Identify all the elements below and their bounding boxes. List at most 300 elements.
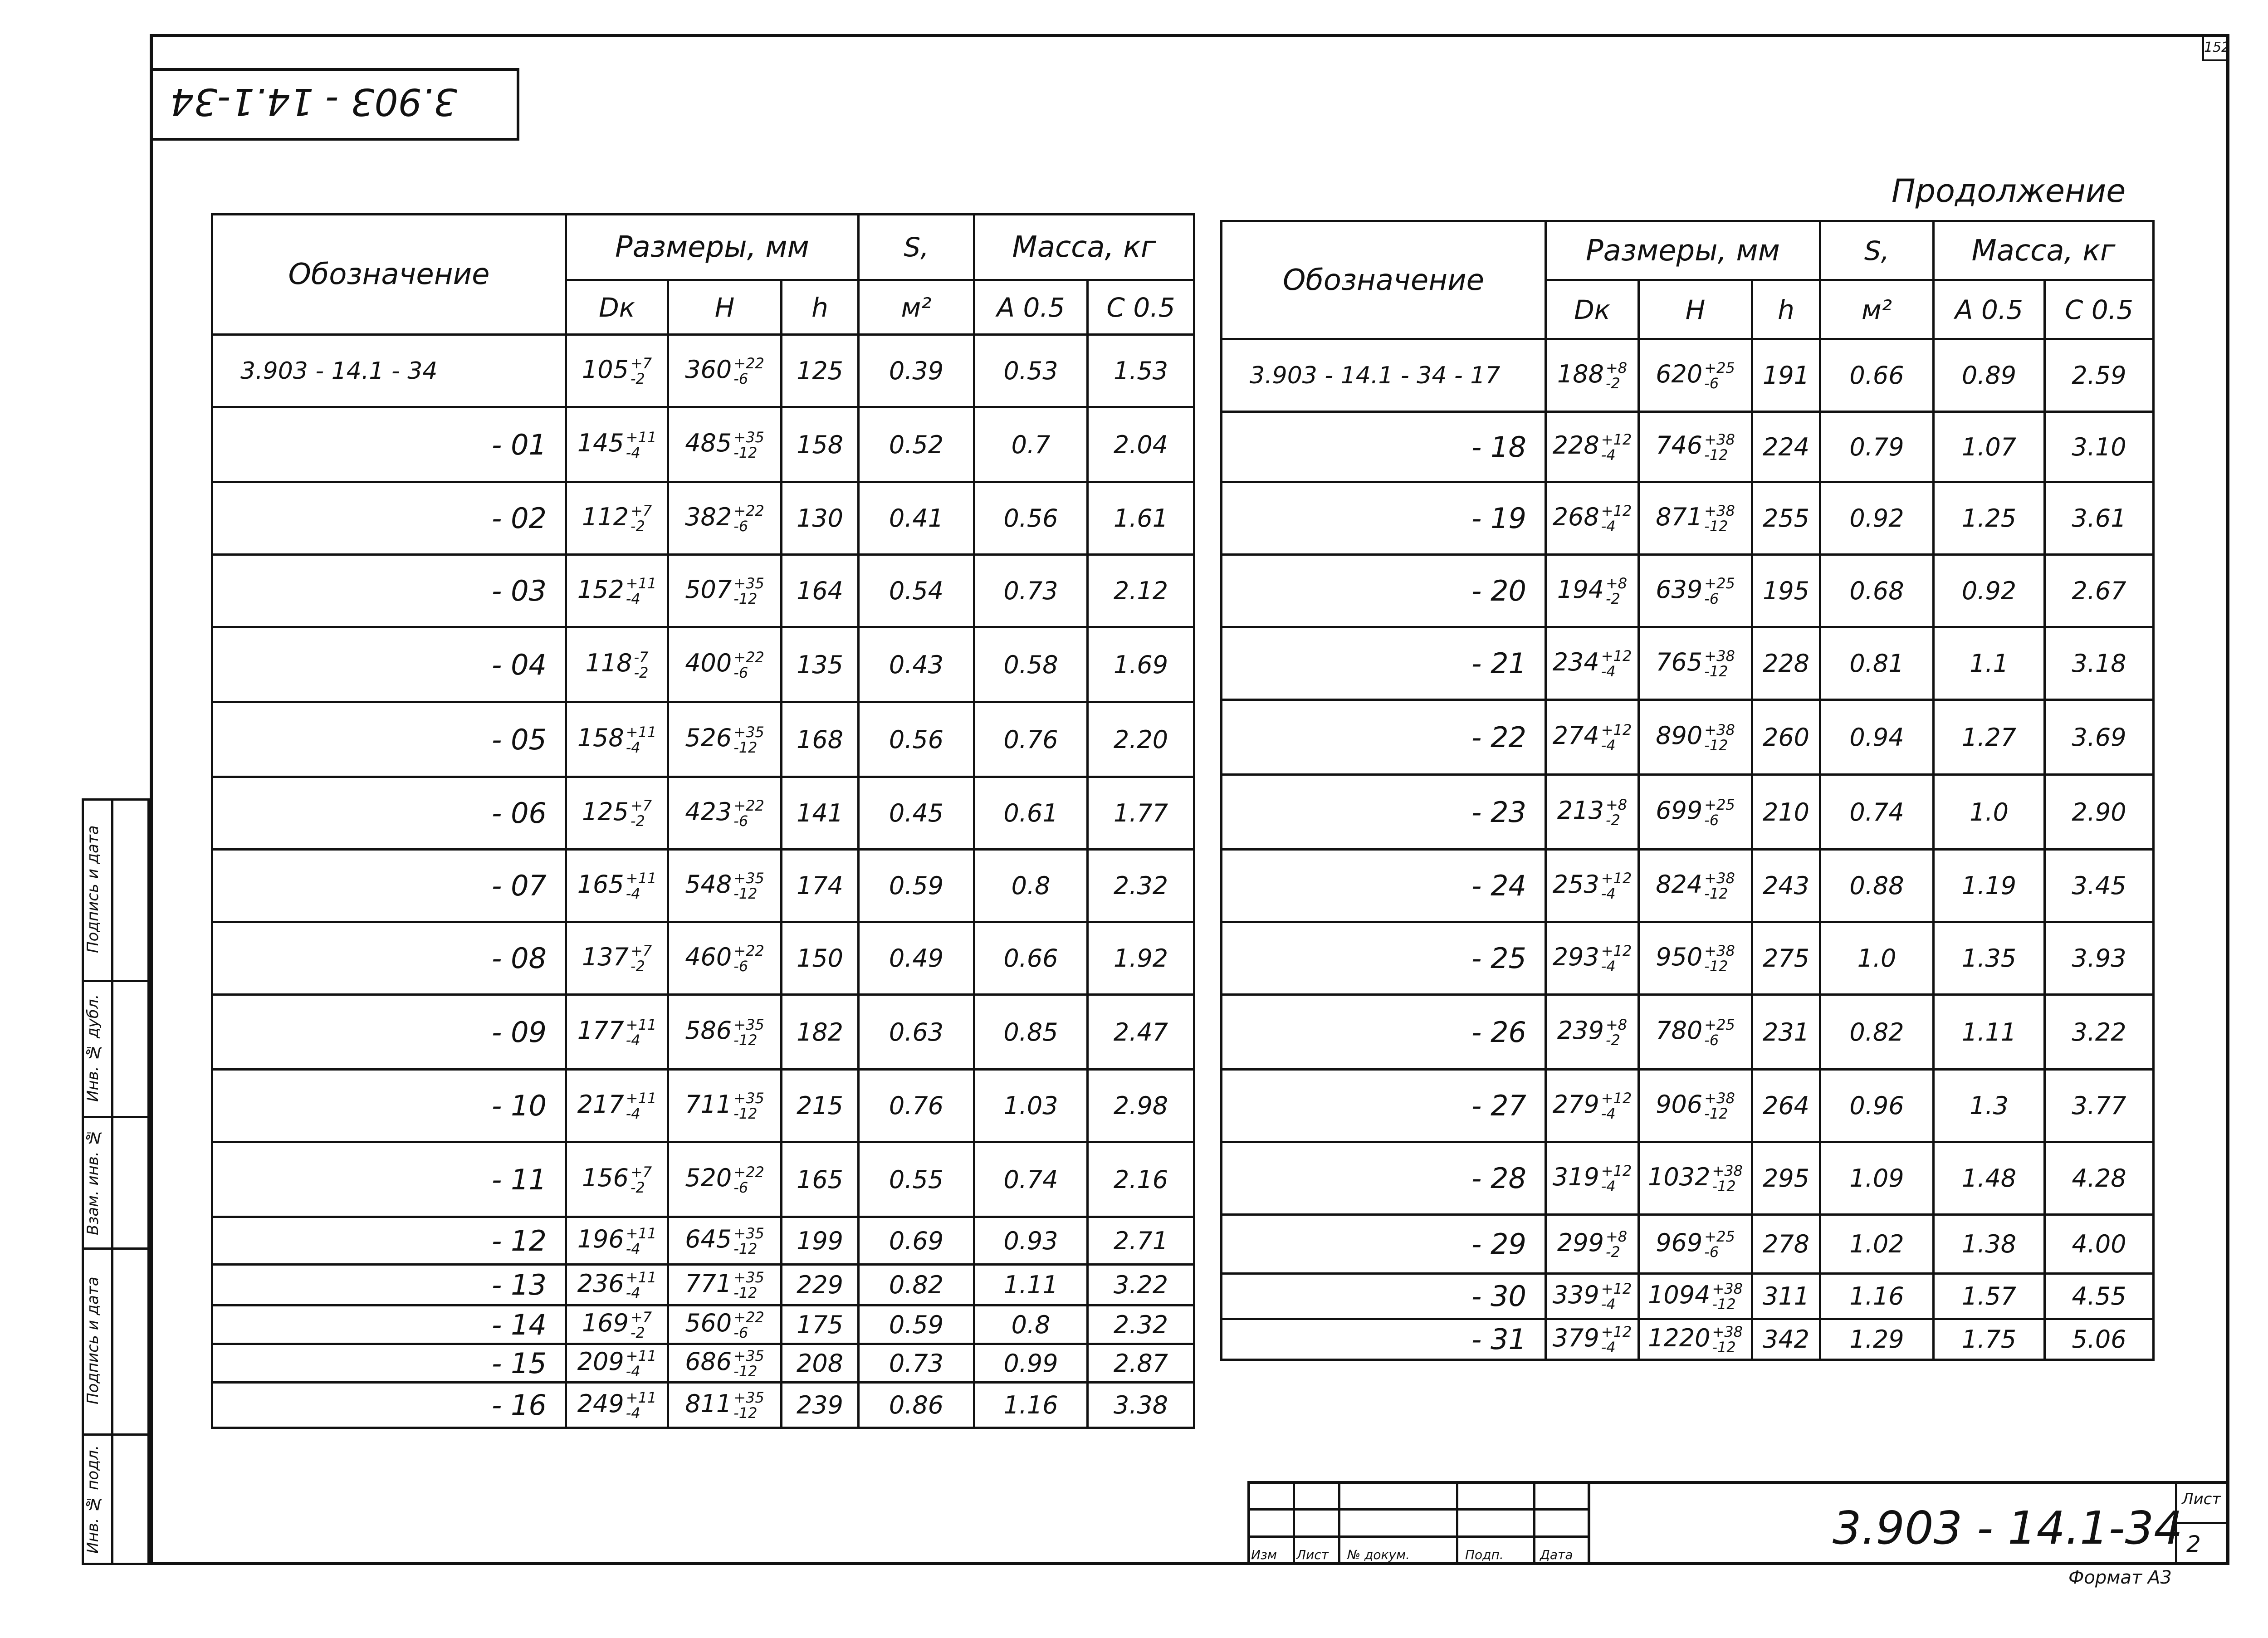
tolerance-lower: -12	[733, 1362, 758, 1380]
tolerance-upper: +35	[733, 1269, 764, 1286]
tolerance	[634, 650, 649, 680]
height-value: 507	[685, 575, 732, 604]
mass-a05-cell: 0.74	[974, 1142, 1088, 1217]
dk-cell	[1546, 1142, 1639, 1215]
header-a05: А 0.5	[974, 280, 1088, 335]
dk-value: 118	[585, 649, 632, 678]
tolerance	[1601, 1163, 1632, 1194]
tolerance-lower: -4	[626, 1031, 640, 1049]
tolerance-upper: +7	[630, 355, 652, 372]
mass-c05-cell: 2.90	[2045, 775, 2154, 850]
header-a05: А 0.5	[1934, 280, 2045, 339]
mass-a05-cell: 0.66	[974, 922, 1088, 995]
tolerance	[733, 870, 764, 901]
designation-cell: - 20	[1222, 555, 1546, 627]
small-h-cell: 164	[782, 555, 859, 627]
tolerance	[626, 1017, 657, 1048]
area-cell: 1.0	[1820, 922, 1934, 995]
dk-value: 217	[577, 1090, 624, 1119]
small-h-cell: 168	[782, 702, 859, 777]
mass-a05-cell: 0.8	[974, 1306, 1088, 1344]
stamp-sheet-value: 2	[2186, 1531, 2201, 1557]
dk-cell	[1546, 1070, 1639, 1142]
tolerance-upper: +11	[626, 1347, 657, 1364]
tolerance	[733, 430, 764, 460]
tolerance	[1601, 648, 1632, 679]
small-h-cell: 255	[1752, 482, 1820, 555]
dk-cell	[566, 922, 668, 995]
tolerance-lower: -12	[733, 1284, 758, 1302]
tolerance-lower: -2	[1605, 590, 1620, 608]
tolerance-upper: +35	[733, 575, 764, 592]
height-cell	[1639, 1142, 1752, 1215]
area-cell: 0.74	[1820, 775, 1934, 850]
dk-cell	[566, 555, 668, 627]
table-row	[1222, 1070, 2154, 1142]
tolerance-upper: +25	[1704, 1016, 1735, 1033]
tolerance-lower: -4	[626, 1284, 640, 1302]
tolerance-upper: +11	[626, 428, 657, 446]
tolerance	[631, 943, 652, 974]
stamp-label-date: Дата	[1540, 1547, 1573, 1562]
designation-cell: - 14	[212, 1306, 566, 1344]
small-h-cell: 342	[1752, 1319, 1820, 1360]
table-row	[212, 850, 1194, 922]
tolerance-upper: +38	[1704, 1090, 1735, 1107]
area-cell: 0.56	[859, 702, 974, 777]
tolerance-upper: +8	[1605, 359, 1628, 377]
tolerance-upper: +11	[626, 1016, 657, 1033]
table-row	[212, 1344, 1194, 1383]
dk-cell	[1546, 339, 1639, 412]
height-cell	[1639, 555, 1752, 627]
mass-c05-cell: 2.32	[1088, 1306, 1194, 1344]
dk-cell	[1546, 995, 1639, 1070]
tolerance	[1601, 1324, 1632, 1355]
table-row	[212, 777, 1194, 850]
dk-value: 105	[582, 355, 629, 384]
dk-cell	[566, 1217, 668, 1265]
height-cell	[1639, 339, 1752, 412]
mass-a05-cell: 1.38	[1934, 1215, 2045, 1274]
table-row	[212, 1142, 1194, 1217]
tolerance-upper: +35	[733, 723, 764, 741]
dk-value: 156	[582, 1164, 629, 1193]
designation-cell: - 08	[212, 922, 566, 995]
mass-a05-cell: 0.7	[974, 407, 1088, 482]
designation-cell: - 16	[212, 1383, 566, 1428]
tolerance	[1606, 1229, 1627, 1260]
designation-cell: - 24	[1222, 850, 1546, 922]
height-cell	[1639, 1215, 1752, 1274]
designation-cell: - 30	[1222, 1274, 1546, 1319]
mass-c05-cell: 5.06	[2045, 1319, 2154, 1360]
mass-c05-cell: 2.87	[1088, 1344, 1194, 1383]
tolerance-lower: -4	[1601, 446, 1616, 464]
tolerance-lower: -12	[733, 885, 758, 903]
mass-a05-cell: 1.1	[1934, 627, 2045, 700]
mass-c05-cell: 3.93	[2045, 922, 2154, 995]
tolerance	[733, 1090, 764, 1121]
mass-c05-cell: 3.22	[2045, 995, 2154, 1070]
table-row	[212, 702, 1194, 777]
tolerance	[626, 1090, 657, 1121]
tolerance-upper: +38	[1712, 1162, 1743, 1180]
small-h-cell: 228	[1752, 627, 1820, 700]
small-h-cell: 275	[1752, 922, 1820, 995]
area-cell: 0.68	[1820, 555, 1934, 627]
tolerance-upper: +11	[626, 1224, 657, 1242]
tolerance	[1601, 432, 1632, 463]
mass-a05-cell: 1.35	[1934, 922, 2045, 995]
table-row	[212, 1070, 1194, 1142]
area-cell: 0.45	[859, 777, 974, 850]
tolerance	[626, 430, 657, 460]
mass-a05-cell: 1.27	[1934, 700, 2045, 775]
mass-c05-cell: 2.12	[1088, 555, 1194, 627]
header-s: S,	[859, 215, 974, 280]
table-row	[212, 407, 1194, 482]
dk-value: 145	[577, 429, 624, 458]
height-cell	[668, 407, 782, 482]
side-label-inv-dubl: Инв. № дубл.	[84, 994, 102, 1102]
mass-c05-cell: 4.55	[2045, 1274, 2154, 1319]
tolerance-upper: +25	[1704, 796, 1735, 813]
tolerance-upper: +12	[1601, 430, 1632, 448]
small-h-cell: 165	[782, 1142, 859, 1217]
dk-value: 279	[1552, 1090, 1599, 1119]
tolerance-upper: +35	[733, 428, 764, 446]
dk-cell	[1546, 700, 1639, 775]
height-value: 906	[1656, 1090, 1703, 1119]
tolerance	[1601, 943, 1632, 974]
tolerance-lower: -12	[1704, 736, 1728, 754]
tolerance-upper: -7	[634, 648, 649, 666]
tolerance-lower: -4	[1601, 1105, 1616, 1123]
area-cell: 0.69	[859, 1217, 974, 1265]
small-h-cell: 199	[782, 1217, 859, 1265]
stamp-sheet-label: Лист	[2182, 1490, 2221, 1508]
dk-value: 188	[1557, 359, 1604, 388]
area-cell: 0.52	[859, 407, 974, 482]
tolerance	[1601, 1090, 1632, 1121]
dk-value: 236	[577, 1269, 624, 1298]
tolerance-upper: +11	[626, 1269, 657, 1286]
small-h-cell: 125	[782, 335, 859, 407]
tolerance	[1712, 1163, 1743, 1194]
tolerance-lower: -2	[1605, 375, 1620, 392]
small-h-cell: 175	[782, 1306, 859, 1344]
tolerance-lower: -6	[733, 1324, 748, 1341]
stamp-label-doc-no: № докум.	[1347, 1547, 1410, 1562]
dk-value: 125	[582, 797, 629, 826]
left-spec-table	[211, 213, 1195, 1429]
tolerance-upper: +12	[1601, 1162, 1632, 1180]
tolerance	[733, 1390, 764, 1421]
area-cell: 1.16	[1820, 1274, 1934, 1319]
mass-a05-cell: 0.76	[974, 702, 1088, 777]
tolerance	[1712, 1281, 1743, 1312]
height-cell	[668, 1142, 782, 1217]
mass-c05-cell: 1.61	[1088, 482, 1194, 555]
dk-cell	[1546, 775, 1639, 850]
designation-cell: - 31	[1222, 1319, 1546, 1360]
tolerance-lower: -12	[1704, 1105, 1728, 1123]
header-dk: Dк	[1546, 280, 1639, 339]
small-h-cell: 311	[1752, 1274, 1820, 1319]
dk-cell	[1546, 850, 1639, 922]
mass-c05-cell: 1.77	[1088, 777, 1194, 850]
height-cell	[1639, 850, 1752, 922]
table-row	[212, 995, 1194, 1070]
table-row	[1222, 922, 2154, 995]
height-value: 711	[685, 1090, 732, 1119]
designation-cell: - 28	[1222, 1142, 1546, 1215]
height-value: 686	[685, 1347, 732, 1376]
tolerance	[1606, 576, 1627, 606]
tolerance	[1601, 722, 1632, 753]
height-cell	[1639, 1319, 1752, 1360]
mass-a05-cell: 0.8	[974, 850, 1088, 922]
area-cell: 0.94	[1820, 700, 1934, 775]
sheet-number-top: 152	[2202, 34, 2229, 61]
area-cell: 0.59	[859, 1306, 974, 1344]
tolerance	[1601, 870, 1632, 901]
tolerance-lower: -12	[1704, 958, 1728, 975]
mass-c05-cell: 2.47	[1088, 995, 1194, 1070]
small-h-cell: 135	[782, 627, 859, 702]
side-stamp	[82, 798, 150, 1565]
dk-value: 299	[1557, 1228, 1604, 1257]
area-cell: 0.96	[1820, 1070, 1934, 1142]
tolerance	[626, 724, 657, 755]
side-label-sign-date-2: Подпись и дата	[84, 825, 102, 953]
designation-cell: - 11	[212, 1142, 566, 1217]
area-cell: 0.43	[859, 627, 974, 702]
header-s-unit: м²	[859, 280, 974, 335]
table-row	[1222, 700, 2154, 775]
mass-a05-cell: 0.85	[974, 995, 1088, 1070]
area-cell: 0.81	[1820, 627, 1934, 700]
small-h-cell: 182	[782, 995, 859, 1070]
tolerance-lower: -12	[1712, 1178, 1736, 1195]
dk-cell	[566, 1344, 668, 1383]
tolerance-upper: +22	[733, 648, 764, 666]
designation-cell: - 01	[212, 407, 566, 482]
height-value: 746	[1656, 431, 1703, 460]
tolerance-lower: -12	[1704, 518, 1728, 535]
tolerance-upper: +38	[1704, 502, 1735, 520]
tolerance	[626, 870, 657, 901]
tolerance-lower: -4	[626, 444, 640, 461]
tolerance-upper: +11	[626, 870, 657, 887]
tolerance	[631, 356, 652, 386]
dk-cell	[566, 1070, 668, 1142]
tolerance	[1704, 722, 1735, 753]
table-row	[1222, 627, 2154, 700]
tolerance-lower: -6	[733, 812, 748, 830]
mass-a05-cell: 0.93	[974, 1217, 1088, 1265]
mass-c05-cell: 3.22	[1088, 1265, 1194, 1306]
tolerance-upper: +11	[626, 1090, 657, 1107]
tolerance-upper: +38	[1704, 942, 1735, 960]
header-c05: С 0.5	[2045, 280, 2154, 339]
dk-value: 234	[1552, 647, 1599, 676]
height-value: 771	[685, 1269, 732, 1298]
height-value: 460	[685, 942, 732, 971]
dk-cell	[566, 1265, 668, 1306]
height-value: 645	[685, 1225, 732, 1254]
height-value: 890	[1656, 721, 1703, 750]
height-cell	[1639, 1070, 1752, 1142]
designation-cell: - 26	[1222, 995, 1546, 1070]
header-h-big: H	[668, 280, 782, 335]
table-row	[212, 1383, 1194, 1428]
height-value: 382	[685, 502, 732, 531]
tolerance-lower: -12	[733, 444, 758, 461]
mass-c05-cell: 3.61	[2045, 482, 2154, 555]
mass-c05-cell: 3.45	[2045, 850, 2154, 922]
height-value: 639	[1656, 575, 1703, 604]
dk-value: 293	[1552, 942, 1599, 971]
tolerance-upper: +12	[1601, 1323, 1632, 1341]
mass-c05-cell: 2.16	[1088, 1142, 1194, 1217]
mass-c05-cell: 2.98	[1088, 1070, 1194, 1142]
height-value: 1032	[1648, 1162, 1711, 1191]
designation-cell: - 18	[1222, 412, 1546, 482]
dk-value: 268	[1552, 502, 1599, 531]
area-cell: 0.76	[859, 1070, 974, 1142]
tolerance-upper: +22	[733, 502, 764, 520]
height-value: 699	[1656, 796, 1703, 825]
tolerance-upper: +25	[1704, 575, 1735, 592]
dk-cell	[566, 995, 668, 1070]
dk-value: 158	[577, 724, 624, 753]
tolerance-lower: -2	[1605, 1243, 1620, 1261]
small-h-cell: 295	[1752, 1142, 1820, 1215]
tolerance	[733, 724, 764, 755]
mass-a05-cell: 0.56	[974, 482, 1088, 555]
tolerance-upper: +22	[733, 1308, 764, 1326]
designation-cell: - 02	[212, 482, 566, 555]
dk-cell	[566, 1142, 668, 1217]
dk-value: 152	[577, 575, 624, 604]
designation-cell: - 10	[212, 1070, 566, 1142]
tolerance-lower: -4	[1601, 958, 1616, 975]
tolerance-lower: -6	[733, 958, 748, 975]
side-label-sign-date-1: Подпись и дата	[84, 1276, 102, 1404]
height-value: 586	[685, 1016, 732, 1045]
tolerance-lower: -4	[626, 590, 640, 608]
mass-a05-cell: 1.11	[974, 1265, 1088, 1306]
dk-value: 228	[1552, 431, 1599, 460]
mass-c05-cell: 2.67	[2045, 555, 2154, 627]
designation-cell: - 23	[1222, 775, 1546, 850]
table-row	[212, 482, 1194, 555]
tolerance-lower: -2	[630, 518, 645, 535]
dk-cell	[1546, 1215, 1639, 1274]
tolerance	[1601, 503, 1632, 534]
tolerance-lower: -6	[1704, 375, 1719, 392]
table-row	[1222, 1274, 2154, 1319]
tolerance	[626, 576, 657, 606]
tolerance-upper: +8	[1605, 796, 1628, 813]
stamp-doc-code: 3.903 - 14.1-34	[1833, 1501, 2183, 1555]
height-value: 620	[1656, 359, 1703, 388]
tolerance-lower: -12	[1704, 885, 1728, 903]
dk-cell	[1546, 922, 1639, 995]
height-value: 969	[1656, 1228, 1703, 1257]
tolerance-lower: -6	[733, 370, 748, 388]
tolerance-lower: -4	[1601, 518, 1616, 535]
designation-cell: - 19	[1222, 482, 1546, 555]
tolerance	[626, 1390, 657, 1421]
right-spec-table	[1220, 220, 2155, 1361]
tolerance	[1704, 870, 1735, 901]
tolerance	[1704, 432, 1735, 463]
height-value: 423	[685, 797, 732, 826]
height-cell	[668, 555, 782, 627]
header-dimensions: Размеры, мм	[1546, 221, 1820, 280]
designation-cell: - 15	[212, 1344, 566, 1383]
table-row	[212, 922, 1194, 995]
height-cell	[668, 702, 782, 777]
mass-a05-cell: 1.07	[1934, 412, 2045, 482]
tolerance-lower: -4	[1601, 1339, 1616, 1356]
tolerance-upper: +8	[1605, 1016, 1628, 1033]
tolerance-lower: -2	[630, 1178, 645, 1196]
height-cell	[668, 850, 782, 922]
tolerance-lower: -12	[733, 590, 758, 608]
area-cell: 0.66	[1820, 339, 1934, 412]
height-cell	[668, 1217, 782, 1265]
tolerance	[733, 1017, 764, 1048]
tolerance	[631, 503, 652, 534]
dk-cell	[566, 702, 668, 777]
area-cell: 0.79	[1820, 412, 1934, 482]
table-row	[1222, 339, 2154, 412]
height-cell	[668, 1344, 782, 1383]
mass-c05-cell: 2.71	[1088, 1217, 1194, 1265]
tolerance-upper: +7	[630, 502, 652, 520]
tolerance	[1601, 1281, 1632, 1312]
height-cell	[668, 922, 782, 995]
header-dk: Dк	[566, 280, 668, 335]
tolerance	[733, 1270, 764, 1301]
tolerance	[733, 798, 764, 829]
mass-a05-cell: 0.89	[1934, 339, 2045, 412]
tolerance	[1712, 1324, 1743, 1355]
small-h-cell: 264	[1752, 1070, 1820, 1142]
dk-value: 274	[1552, 721, 1599, 750]
tolerance	[631, 1310, 652, 1340]
dk-value: 194	[1557, 575, 1604, 604]
tolerance-upper: +22	[733, 942, 764, 960]
mass-c05-cell: 2.20	[1088, 702, 1194, 777]
tolerance-lower: -4	[1601, 736, 1616, 754]
tolerance	[1704, 1090, 1735, 1121]
side-label-vzam-inv: Взам. инв. №	[84, 1128, 102, 1235]
dk-cell	[566, 777, 668, 850]
designation-cell: - 03	[212, 555, 566, 627]
title-block	[1247, 1481, 2229, 1565]
area-cell: 1.09	[1820, 1142, 1934, 1215]
tolerance-upper: +8	[1605, 1228, 1628, 1246]
tolerance	[1704, 576, 1735, 606]
mass-a05-cell: 1.57	[1934, 1274, 2045, 1319]
rotated-code-text: 3.903 - 14.1-34	[170, 80, 457, 123]
header-s: S,	[1820, 221, 1934, 280]
